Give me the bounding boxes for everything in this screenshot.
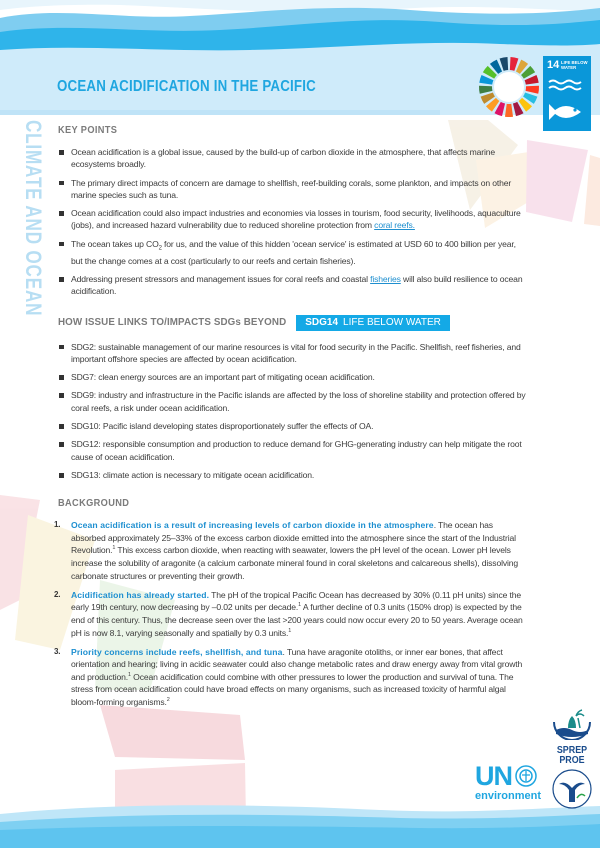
- sdg-link-item: SDG9: industry and infrastructure in the Pacific islands are affected by the loss of shoreline stability and protection offered by coral reefs, a risk under ocean acidification.: [58, 389, 528, 413]
- sdg-link-item: SDG7: clean energy sources are an important part of mitigating ocean acidification.: [58, 371, 528, 383]
- sdg-links-heading-row: [58, 315, 528, 331]
- wheel-segment-decor: [584, 155, 600, 226]
- un-text: UN: [475, 761, 512, 791]
- key-points-list: [58, 146, 528, 298]
- side-category-label: [20, 120, 46, 372]
- sdg14-label: LIFE BELOW WATER: [561, 60, 588, 70]
- fish-wave-icon: [543, 74, 591, 130]
- key-point-item: Ocean acidification is a global issue, caused by the build-up of carbon dioxide in the atmosphere, that affects marine ecosystems broadly.: [58, 146, 528, 170]
- sdg-wheel-segment: [526, 86, 539, 94]
- key-points-heading: KEY POINTS: [58, 124, 118, 136]
- key-point-item: Ocean acidification could also impact industries and economies via losses in tourism, food security, livelihoods, aquaculture (jobs), and increased hazard vulnerability due to reduced shoreline protection from coral reefs.: [58, 207, 528, 231]
- un-emblem-icon: [515, 765, 537, 787]
- background-list: [54, 519, 528, 708]
- environment-text: environment: [475, 790, 542, 802]
- background-heading: BACKGROUND: [58, 497, 130, 510]
- sprep-logo: [550, 706, 594, 765]
- background-item: 3. Priority concerns include reefs, shellfish, and tuna. Tuna have aragonite otoliths, or inner ear bones, that affect orientation and hearing; living in acidic seawater could also change metabolic rates and draw energy away from vital growth and production.$^1$ Ocean acidification could combine with other pressures to lower the production and survival of tuna. The stress from ocean acidification could have broad effects on many organisms, such as increased toxicity of harmful algal bloom-forming organisms.$^2$: [54, 646, 523, 707]
- sdg-link-item: SDG13: climate action is necessary to mitigate ocean acidification.: [58, 469, 528, 481]
- sdg-link-item: SDG2: sustainable management of our marine resources is vital for food security in the Pacific. Shellfish, reef fisheries, and important offshore species are affected by ocean acidification.: [58, 341, 528, 365]
- side-category-text: CLIMATE AND OCEAN: [21, 120, 46, 317]
- key-point-item: The ocean takes up $CO_2$ for us, and the value of this hidden 'ocean service' is estimated at USD 60 to 400 billion per year, but the change comes at a cost (particularly to our reefs and certain fisheries).: [58, 238, 528, 267]
- sdg-link-item: SDG10: Pacific island developing states disproportionately suffer the effects of OA.: [58, 420, 528, 432]
- sdg14-number: 14: [547, 59, 560, 71]
- sdg-wheel-icon: [478, 56, 540, 118]
- sprep-emblem-icon: [550, 706, 594, 740]
- wheel-segment-decor: [526, 140, 588, 222]
- key-point-item: Addressing present stressors and management issues for coral reefs and coastal fisheries will also build resilience to ocean acidification.: [58, 273, 528, 297]
- sdg14-badge: SDG14 LIFE BELOW WATER: [296, 315, 450, 331]
- page-title: OCEAN ACIDIFICATION IN THE PACIFIC: [57, 78, 316, 95]
- sdg-links-list: [58, 341, 528, 482]
- sdg14-tile: [543, 56, 591, 131]
- sdg-links-heading: HOW ISSUE LINKS TO/IMPACTS SDGs BEYOND: [58, 317, 287, 328]
- proe-text: PROE: [559, 754, 585, 766]
- main-content: [54, 124, 528, 715]
- sdg-wheel-segment: [505, 104, 513, 117]
- background-item: 1. Ocean acidification is a result of increasing levels of carbon dioxide in the atmosphere. The ocean has absorbed approximately 25–33% of the excess carbon dioxide emitted into the atmosphere since the start of the Industrial Revolution.$^1$ This excess carbon dioxide, when reacting with seawater, lowers the pH level of the ocean. Lower pH levels increase the solubility of aragonite (a calcium carbonate mineral found in coral skeletons and calcareous shells), dissolving carbonate structures or preventing their growth.: [54, 520, 518, 581]
- sdg-link-item: SDG12: responsible consumption and production to reduce demand for GHG-generating industry can help mitigate the root cause of ocean acidification.: [58, 438, 528, 462]
- key-point-item: The primary direct impacts of concern are damage to shellfish, reef-building corals, some plankton, and impacts on other marine species such as tuna.: [58, 177, 528, 201]
- background-item: 2. Acidification has already started. The pH of the tropical Pacific Ocean has decreased by 30% (0.11 pH units) since the early 19th century, now decreasing by –0.02 units per decade.$^1$ A further decline of 0.3 units (150% drop) is expected by the end of this century. Thus, the decrease seen over the last >200 years could now occur every 20 to 50 years. Average ocean pH is now 8.1, varying seasonally and spatially by 0.3 units.$^1$: [54, 589, 523, 638]
- coral-reefs-link[interactable]: coral reefs.: [374, 220, 415, 231]
- sdg-wheel-segment: [479, 86, 492, 94]
- footer-wave-band: [0, 800, 600, 848]
- whale-tail-seal-icon: [551, 768, 593, 810]
- un-environment-logo: [475, 763, 550, 802]
- fisheries-link[interactable]: fisheries: [370, 274, 401, 285]
- sprep-text: SPREP: [556, 744, 588, 756]
